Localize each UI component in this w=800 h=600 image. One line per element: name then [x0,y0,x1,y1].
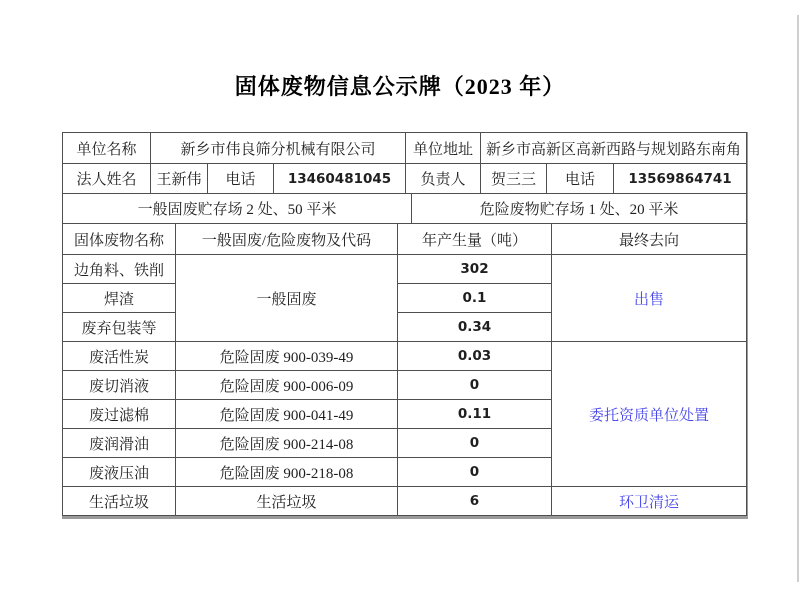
waste-name-cell: 废润滑油 [63,429,176,458]
destination-cell: 出售 [552,255,747,342]
phone2-label: 电话 [547,164,614,194]
amount-cell: 0.03 [398,342,552,371]
waste-name-cell: 废活性炭 [63,342,176,371]
waste-code-cell: 危险固废 900-041-49 [176,400,398,429]
waste-code-cell: 危险固废 900-218-08 [176,458,398,487]
waste-table [62,223,747,516]
amount-cell: 0 [398,458,552,487]
waste-type-cell: 一般固废 [176,255,398,342]
waste-code-cell: 危险固废 900-039-49 [176,342,398,371]
unit-name-value: 新乡市伟良筛分机械有限公司 [151,133,406,164]
phone1-label: 电话 [208,164,274,194]
general-storage-cell: 一般固废贮存场 2 处、50 平米 [63,194,412,224]
table-row [63,255,747,284]
amount-cell: 0.1 [398,284,552,313]
unit-name-label: 单位名称 [63,133,151,164]
table-row [63,342,747,371]
amount-cell: 302 [398,255,552,284]
waste-code-cell: 危险固废 900-214-08 [176,429,398,458]
manager-value: 贺三三 [481,164,547,194]
waste-name-cell: 边角料、铁削 [63,255,176,284]
hazardous-storage-cell: 危险废物贮存场 1 处、20 平米 [412,194,747,224]
waste-name-cell: 生活垃圾 [63,487,176,516]
storage-table [62,193,747,224]
image-edge-artifact [797,15,799,582]
header-waste-code: 一般固废/危险废物及代码 [176,224,398,255]
legal-person-value: 王新伟 [151,164,208,194]
waste-name-cell: 废弃包装等 [63,313,176,342]
page-title: 固体废物信息公示牌（2023 年） [234,74,566,99]
phone1-value: 13460481045 [274,164,406,194]
header-annual-amount: 年产生量（吨） [398,224,552,255]
waste-code-cell: 生活垃圾 [176,487,398,516]
destination-cell: 环卫清运 [552,487,747,516]
amount-cell: 0 [398,429,552,458]
header-waste-name: 固体废物名称 [63,224,176,255]
waste-name-cell: 废切消液 [63,371,176,400]
manager-label: 负责人 [406,164,481,194]
amount-cell: 6 [398,487,552,516]
waste-code-cell: 危险固废 900-006-09 [176,371,398,400]
amount-cell: 0.34 [398,313,552,342]
destination-cell: 委托资质单位处置 [552,342,747,487]
unit-info-table [62,132,747,194]
legal-person-label: 法人姓名 [63,164,151,194]
amount-cell: 0 [398,371,552,400]
notice-table [62,132,748,519]
table-row [63,487,747,516]
header-destination: 最终去向 [552,224,747,255]
amount-cell: 0.11 [398,400,552,429]
waste-header-row [63,224,747,255]
table-row [63,164,747,194]
waste-name-cell: 废过滤棉 [63,400,176,429]
waste-name-cell: 焊渣 [63,284,176,313]
phone2-value: 13569864741 [614,164,747,194]
unit-address-value: 新乡市高新区高新西路与规划路东南角 [481,133,747,164]
unit-address-label: 单位地址 [406,133,481,164]
table-row [63,133,747,164]
waste-name-cell: 废液压油 [63,458,176,487]
table-row [63,194,747,224]
